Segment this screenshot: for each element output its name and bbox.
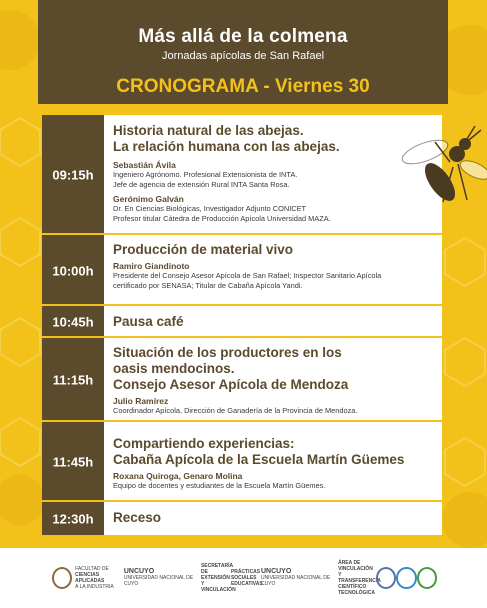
- schedule-table: [42, 115, 442, 535]
- speaker-name: Gerónimo Galván: [113, 194, 184, 204]
- schedule-row: [42, 306, 442, 338]
- session-title: Situación de los productores en los oasis mendocinos. Consejo Asesor Apícola de Mendoza: [113, 345, 349, 392]
- speaker-description: Dr. En Ciencias Biológicas, Investigador Adjunto CONICET Profesor titular Cátedra de Producción Apícola Universidad MAZA.: [113, 204, 331, 223]
- seal-icon: [376, 567, 396, 589]
- bee-icon: [395, 122, 487, 222]
- schedule-row: [42, 422, 442, 502]
- speaker-name: Ramiro Giandinoto: [113, 261, 190, 271]
- schedule-row: [42, 502, 442, 535]
- speaker-description: Ingeniero Agrónomo. Profesional Extensionista de INTA. Jefe de agencia de extensión Rural INTA Santa Rosa.: [113, 170, 298, 189]
- schedule-row: [42, 235, 442, 306]
- time-label: 10:45h: [52, 314, 94, 330]
- session-title: Producción de material vivo: [113, 242, 294, 257]
- logo-uncuyo-2: UNCUYO UNIVERSIDAD NACIONAL DE CUYO: [260, 568, 331, 587]
- logo-practicas: PRÁCTICAS SOCIALES EDUCATIVAS: [230, 569, 263, 587]
- logo-vinculacion: ÁREA DE VINCULACIÓN Y TRANSFERENCIA CIENTÍFICO TECNOLÓGICA: [338, 560, 381, 596]
- time-label: 12:30h: [52, 511, 94, 526]
- event-subtitle: Jornadas apícolas de San Rafael: [161, 50, 325, 62]
- speaker-description: Equipo de docentes y estudiantes de la Escuela Martín Güemes.: [113, 481, 326, 490]
- session-title: Pausa café: [113, 314, 184, 329]
- logo-uncuyo: UNCUYO UNIVERSIDAD NACIONAL DE CUYO: [123, 568, 194, 587]
- speaker-description: Presidente del Consejo Asesor Apícola de San Rafael; Inspector Sanitario Apícola certificado por SENASA; Titular de Cabaña Apícola Yandi.: [113, 271, 382, 290]
- seal-icon: [417, 567, 437, 589]
- session-title: Historia natural de las abejas. La relación humana con las abejas.: [113, 123, 340, 154]
- schedule-row: [42, 115, 442, 235]
- speaker-name: Sebastián Ávila: [113, 160, 176, 170]
- time-label: 11:45h: [52, 454, 94, 470]
- footer-logos: [0, 548, 487, 608]
- header-banner: [38, 0, 448, 104]
- time-label: 10:00h: [52, 263, 94, 278]
- time-label: 11:15h: [52, 372, 94, 388]
- speaker-name: Julio Ramírez: [113, 396, 169, 406]
- seal-icon: [396, 567, 416, 589]
- time-label: 09:15h: [52, 167, 94, 183]
- event-title: Más allá de la colmena: [138, 26, 348, 47]
- schedule-row: [42, 338, 442, 422]
- speaker-description: Coordinador Apícola, Dirección de Ganadería de la Provincia de Mendoza.: [113, 406, 358, 415]
- speaker-name: Roxana Quiroga, Genaro Molina: [113, 471, 243, 481]
- logo-extension: SECRETARÍA DE EXTENSIÓN Y VINCULACIÓN: [200, 563, 236, 593]
- schedule-heading: CRONOGRAMA - Viernes 30: [116, 76, 370, 97]
- fcai-icon: [52, 567, 72, 589]
- logo-fcai: FACULTAD DE CIENCIAS APLICADAS A LA INDUSTRIA: [52, 566, 124, 590]
- session-title: Compartiendo experiencias: Cabaña Apícola de la Escuela Martín Güemes: [113, 436, 405, 467]
- session-title: Receso: [113, 510, 162, 525]
